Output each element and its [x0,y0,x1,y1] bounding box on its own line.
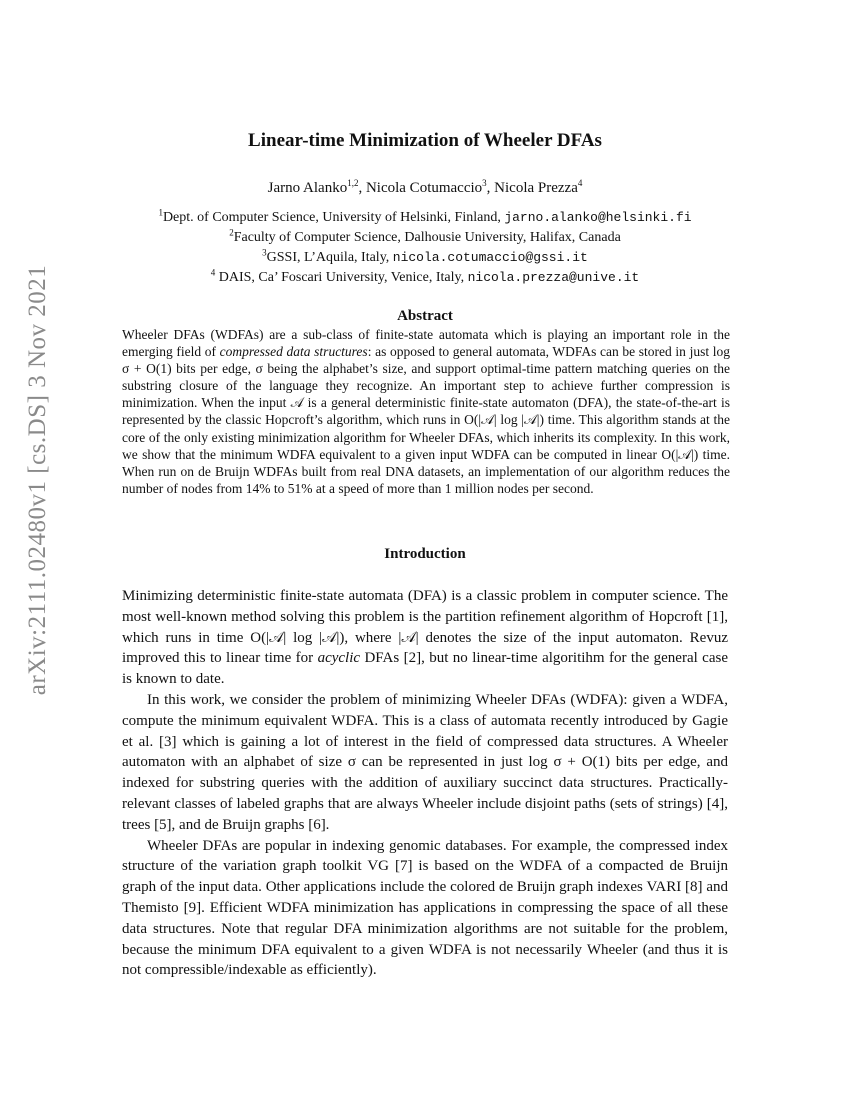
paragraph-text: DFAs [2], but no linear-time algoritihm for the general case is known to date. [122,650,728,688]
affiliation-email[interactable]: jarno.alanko@helsinki.fi [504,210,692,225]
author-list [0,180,850,197]
arxiv-identifier: arXiv:2111.02480v1 [cs.DS] 3 Nov 2021 [24,264,51,696]
introduction-paragraph: Wheeler DFAs are popular in indexing genomic databases. For example, the compressed index structure of the variation graph toolkit VG [7] is based on the WDFA of a compacted de Bruijn graph of the input data. Other applications include the colored de Bruijn graph indexes VARI [8] and Themisto [9]. Efficient WDFA minimization has applications in compressing the space of all these data structures. Note that regular DFA minimization algorithms are not suitable for the problem, because the minimum DFA equivalent to a given WDFA is not necessarily Wheeler (and thus it is not compressible/indexable as efficiently). [122,837,728,979]
affiliation-marker: 2 [229,227,234,238]
abstract-heading: Abstract [397,308,453,324]
introduction-heading: Introduction [384,546,466,562]
affiliation-text: Faculty of Computer Science, Dalhousie University, Halifax, Canada [233,230,621,245]
introduction-paragraph [122,586,728,690]
author-name: Nicola Prezza [494,180,578,196]
affiliation-email[interactable]: nicola.cotumaccio@gssi.it [392,250,588,265]
abstract-emphasis: compressed data structures [219,344,368,360]
abstract-body [122,326,730,497]
author-name: Jarno Alanko [267,180,348,196]
author-separator: , [358,180,366,196]
affiliation-line [0,248,850,268]
introduction-body [122,586,728,981]
affiliation-marker: 3 [262,247,267,258]
affiliation-line [0,228,850,248]
author-affiliation-marker: 1,2 [347,178,359,188]
affiliation-line [0,268,850,288]
introduction-paragraph: In this work, we consider the problem of minimizing Wheeler DFAs (WDFA): given a WDFA, compute the minimum equivalent WDFA. This is a class of automata recently introduced by Gagie et al. [3] which is gaining a lot of interest in the field of compressed data structures. A Wheeler automaton with an alphabet of size σ can be represented in just log σ + O(1) bits per edge, and indexed for substring queries with the addition of auxiliary succinct data structures. Practically-relevant classes of labeled graphs that are always Wheeler include disjoint paths (sets of strings) [4], trees [5], and de Bruijn graphs [6]. [122,691,728,833]
affiliation-line [0,208,850,228]
affiliation-text: Dept. of Computer Science, University of Helsinki, Finland, [162,210,505,225]
abstract-text: Wheeler DFAs (WDFAs) are a sub-class of finite-state automata which is playing an important role in the emerging field of [122,327,730,360]
affiliation-list [0,208,850,288]
paragraph-emphasis: acyclic [317,650,361,667]
affiliation-marker: 4 [210,267,216,278]
affiliation-text: DAIS, Ca’ Foscari University, Venice, Italy, [215,270,468,285]
affiliation-text: GSSI, L’Aquila, Italy, [266,250,393,265]
author-affiliation-marker: 4 [577,178,583,188]
author-separator: , [486,180,495,196]
abstract-text: : as opposed to general automata, WDFAs can be stored in just log σ + O(1) bits per edge, σ being the alphabet’s size, and support optimal-time pattern matching queries on the substring closure of the language they recognize. An important step to achieve further compression is minimization. When the input 𝒜 is a general deterministic finite-state automaton (DFA), the state-of-the-art is represented by the classic Hopcroft’s algorithm, which runs in O(|𝒜| log |𝒜|) time. This algorithm stands at the core of the only existing minimization algorithm for Wheeler DFAs, which inherits its complexity. In this work, we show that the minimum WDFA equivalent to a given input WDFA can be computed in linear O(|𝒜|) time. When run on de Bruijn WDFAs built from real DNA datasets, an implementation of our algorithm reduces the number of nodes from 14% to 51% at a speed of more than 1 million nodes per second. [122,344,730,496]
author-affiliation-marker: 3 [482,178,487,188]
paragraph-text: Minimizing deterministic finite-state automata (DFA) is a classic problem in computer science. The most well-known method solving this problem is the partition refinement algorithm of Hopcroft [1], which runs in time O(|𝒜| log |𝒜|), where |𝒜| denotes the size of the input automaton. Revuz improved this to linear time for [122,588,728,667]
affiliation-marker: 1 [158,207,163,218]
author-name: Nicola Cotumaccio [365,180,483,196]
paper-title: Linear-time Minimization of Wheeler DFAs [248,130,602,151]
affiliation-email[interactable]: nicola.prezza@unive.it [467,270,640,285]
